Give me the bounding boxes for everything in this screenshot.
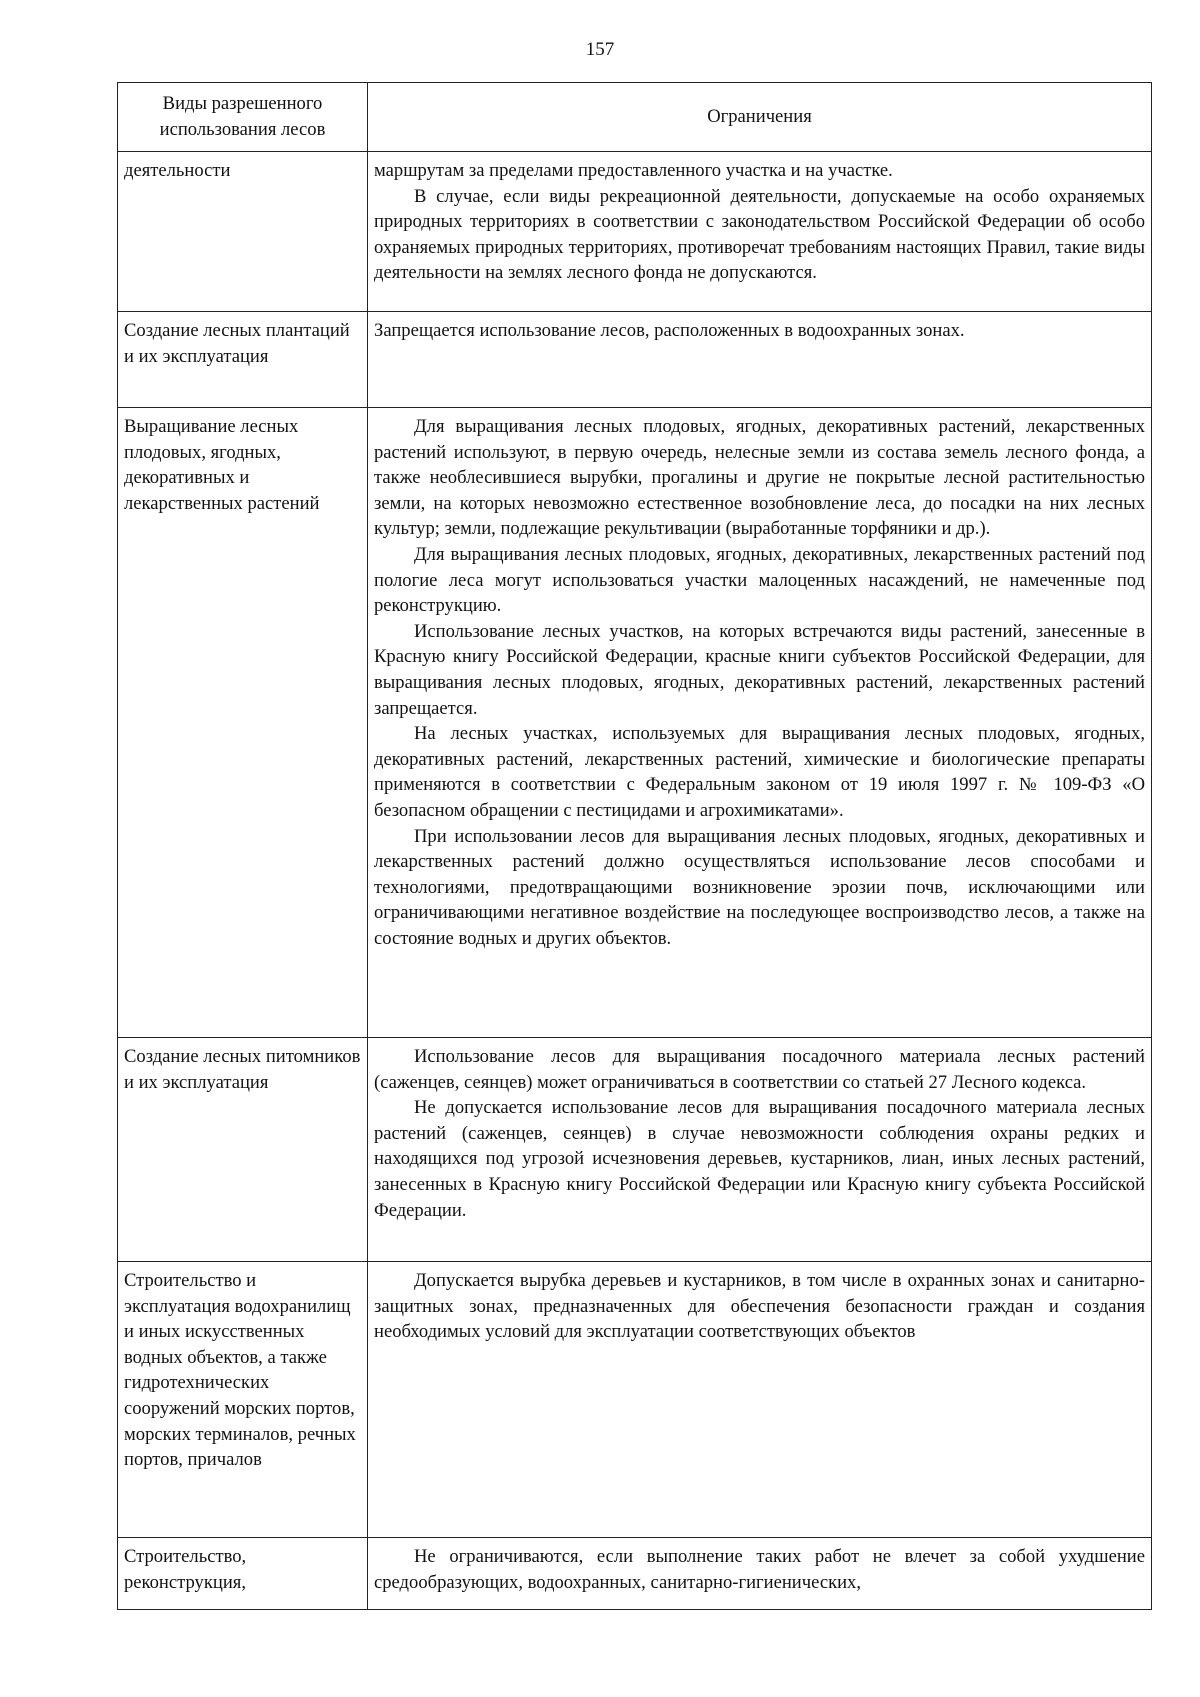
- restriction-paragraph: Не ограничиваются, если выполнение таких работ не влечет за собой ухудшение средообразующих, водоохранных, санитарно-гигиенических,: [374, 1546, 1145, 1593]
- usage-type-cell: Создание лесных плантаций и их эксплуатация: [118, 312, 368, 408]
- header-restrictions: Ограничения: [368, 83, 1152, 152]
- restrictions-table: [117, 82, 1152, 1610]
- usage-type-cell: Строительство и эксплуатация водохранилищ и иных искусственных водных объектов, а также гидротехнических сооружений морских портов, морских терминалов, речных портов, причалов: [118, 1262, 368, 1538]
- usage-type-cell: Выращивание лесных плодовых, ягодных, декоративных и лекарственных растений: [118, 408, 368, 1038]
- restriction-paragraph: Для выращивания лесных плодовых, ягодных, декоративных, лекарственных растений под пологие леса могут использоваться участки малоценных насаждений, не намеченные под реконструкцию.: [374, 543, 1145, 617]
- restriction-paragraph: маршрутам за пределами предоставленного участка и на участке.: [374, 160, 893, 181]
- restriction-cell: [368, 1262, 1152, 1538]
- restriction-paragraph: Допускается вырубка деревьев и кустарников, в том числе в охранных зонах и санитарно-защитных зонах, предназначенных для обеспечения безопасности граждан и создания необходимых условий для эксплуатации соответствующих объектов: [374, 1270, 1145, 1343]
- page-number: 157: [585, 39, 615, 60]
- restriction-cell: [368, 152, 1152, 312]
- restriction-paragraph: Для выращивания лесных плодовых, ягодных, декоративных растений, лекарственных растений используют, в первую очередь, нелесные земли из состава земель лесного фонда, а также необлесившиеся вырубки, прогалины и другие не покрытые лесной растительностью земли, на которых невозможно естественное возобновление леса, до посадки на них лесных культур; земли, подлежащие рекультивации (выработанные торфяники и др.).: [374, 416, 1145, 540]
- restriction-cell: [368, 1538, 1152, 1610]
- header-usage-type: Виды разрешенного использования лесов: [118, 83, 368, 152]
- restriction-paragraph: Использование лесов для выращивания посадочного материала лесных растений (саженцев, сеянцев) может ограничиваться в соответствии со статьей 27 Лесного кодекса.: [374, 1046, 1145, 1093]
- table-row: [118, 312, 1152, 408]
- restriction-cell: [368, 408, 1152, 1038]
- restriction-paragraph: При использовании лесов для выращивания лесных плодовых, ягодных, декоративных и лекарственных растений должно осуществляться использование лесов способами и технологиями, предотвращающими возникновение эрозии почв, исключающими или ограничивающими негативное воздействие на последующее воспроизводство лесов, а также на состояние водных и других объектов.: [374, 825, 1145, 949]
- table-row: [118, 1038, 1152, 1262]
- table-header-row: [118, 83, 1152, 152]
- restriction-paragraph: Не допускается использование лесов для выращивания посадочного материала лесных растений (саженцев, сеянцев) в случае невозможности соблюдения охраны редких и находящихся под угрозой исчезновения деревьев, кустарников, лиан, иных лесных растений, занесенных в Красную книгу Российской Федерации или Красную книгу субъекта Российской Федерации.: [374, 1097, 1145, 1221]
- usage-type-cell: деятельности: [118, 152, 368, 312]
- usage-type-cell: Строительство, реконструкция,: [118, 1538, 368, 1610]
- restriction-paragraph: В случае, если виды рекреационной деятельности, допускаемые на особо охраняемых природных территориях в соответствии с законодательством Российской Федерации об особо охраняемых природных территориях, противоречат требованиям настоящих Правил, такие виды деятельности на землях лесного фонда не допускаются.: [374, 185, 1145, 284]
- restriction-paragraph: Использование лесных участков, на которых встречаются виды растений, занесенные в Красную книгу Российской Федерации, красные книги субъектов Российской Федерации, для выращивания лесных плодовых, ягодных, декоративных растений, лекарственных растений запрещается.: [374, 620, 1145, 719]
- restriction-cell: [368, 1038, 1152, 1262]
- table-row: [118, 1262, 1152, 1538]
- restriction-paragraph: На лесных участках, используемых для выращивания лесных плодовых, ягодных, декоративных растений, лекарственных растений, химические и биологические препараты применяются в соответствии с Федеральным законом от 19 июля 1997 г. № 109-ФЗ «О безопасном обращении с пестицидами и агрохимикатами».: [374, 723, 1145, 821]
- usage-type-cell: Создание лесных питомников и их эксплуатация: [118, 1038, 368, 1262]
- table-row: [118, 152, 1152, 312]
- table-row: [118, 1538, 1152, 1610]
- table-row: [118, 408, 1152, 1038]
- restriction-cell: [368, 312, 1152, 408]
- restriction-paragraph: Запрещается использование лесов, расположенных в водоохранных зонах.: [374, 320, 965, 341]
